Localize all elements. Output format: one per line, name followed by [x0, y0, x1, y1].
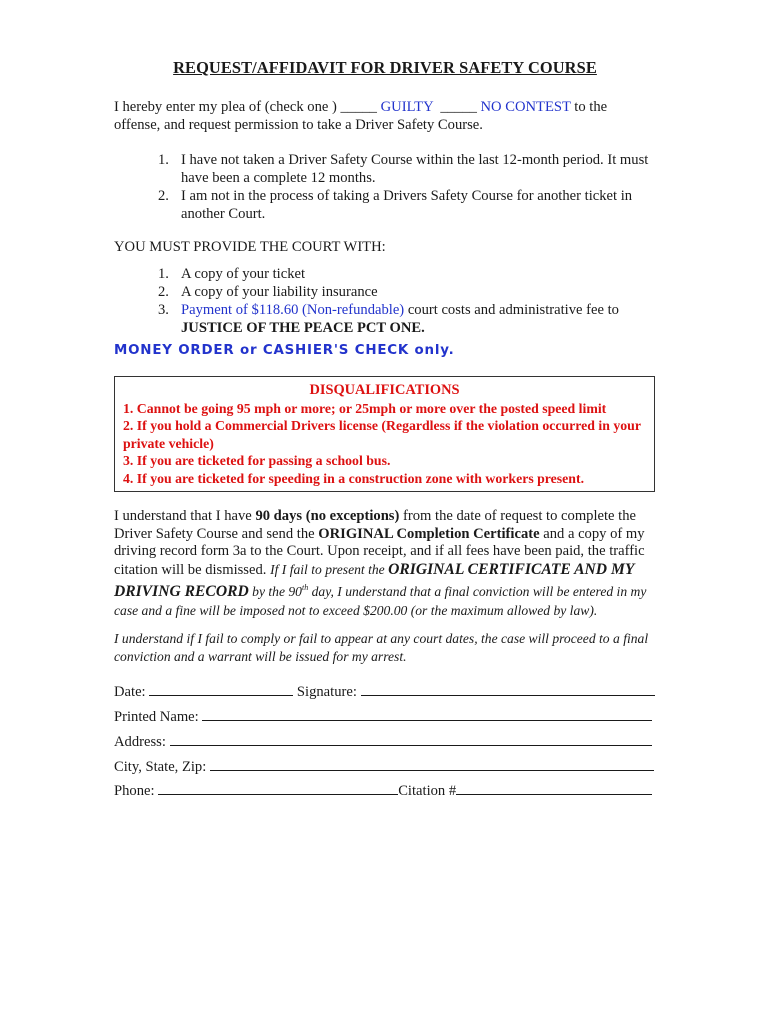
plea-guilty-option[interactable]: GUILTY: [380, 99, 434, 115]
date-label: Date:: [114, 684, 146, 700]
printed-name-label: Printed Name:: [114, 709, 199, 725]
plea-line2: offense, and request permission to take a Driver Safety Course.: [114, 117, 483, 133]
disqualification-item: 4. If you are ticketed for speeding in a construction zone with workers present.: [123, 470, 585, 486]
provide-number: 2.: [158, 284, 169, 300]
condition-item: [144, 151, 659, 187]
payment-method-note: MONEY ORDER or CASHIER'S CHECK only.: [114, 343, 455, 358]
certificate-text: ORIGINAL Completion Certificate: [318, 525, 540, 542]
page-title: REQUEST/AFFIDAVIT FOR DRIVER SAFETY COURSE: [173, 58, 597, 77]
condition-item: [144, 187, 659, 223]
provide-item: [144, 283, 659, 301]
provide-item: [144, 265, 659, 283]
address-label: Address:: [114, 734, 166, 750]
original-certificate-text: ORIGINAL CERTIFICATE AND MY DRIVING RECORD: [114, 560, 634, 601]
disqualifications-list: [123, 400, 649, 487]
provide-number: 3.: [158, 302, 169, 318]
citation-label: Citation #: [398, 783, 457, 799]
provide-item: [144, 301, 659, 337]
must-provide-list: [144, 265, 659, 337]
provide-text: A copy of your liability insurance: [181, 284, 378, 300]
payment-amount: Payment of $118.60 (Non-refundable): [181, 302, 405, 318]
signature-field[interactable]: [361, 681, 655, 696]
date-field[interactable]: [149, 681, 293, 696]
deadline-text: 90 days (no exceptions): [255, 508, 400, 524]
understand-text: from the date of request to complete the Driver Safety Course and send the: [114, 508, 637, 542]
warning-paragraph: I understand if I fail to comply or fail to appear at any court dates, the case will proceed to a final conviction and a warrant will be issued for my arrest.: [114, 631, 649, 664]
city-state-zip-label: City, State, Zip:: [114, 759, 207, 775]
ordinal-suffix: th: [301, 583, 309, 593]
phone-label: Phone:: [114, 783, 155, 799]
plea-text-mid: _____: [433, 99, 481, 115]
provide-text: A copy of your ticket: [181, 266, 306, 282]
understand-italic: day, I understand that a final conviction will be entered in my case and a fine will be imposed not to exceed $200.00 (or the maximum allowed by law).: [114, 584, 647, 618]
address-row: [114, 731, 652, 751]
address-field[interactable]: [170, 731, 652, 746]
plea-text-post: to the: [570, 99, 608, 115]
conditions-list: [144, 151, 659, 223]
date-signature-row: [114, 681, 655, 701]
printed-name-row: [114, 706, 652, 726]
plea-paragraph: [114, 98, 659, 134]
citation-field[interactable]: [456, 780, 652, 795]
understand-text: I understand that I have: [114, 508, 256, 524]
provide-number: 1.: [158, 266, 169, 282]
city-state-zip-field[interactable]: [210, 756, 654, 771]
understand-text: and a copy of my driving record form 3a to the Court. Upon receipt, and if all fees have been paid, the traffic citation will be dismissed.: [114, 525, 645, 578]
printed-name-field[interactable]: [202, 706, 652, 721]
phone-citation-row: [114, 780, 652, 800]
plea-text-pre: I hereby enter my plea of (check one ) _____: [114, 99, 381, 115]
condition-text: I am not in the process of taking a Drivers Safety Course for another ticket in another Court.: [181, 188, 633, 222]
understand-italic: If I fail to present the: [270, 561, 389, 577]
disqualification-item: 2. If you hold a Commercial Drivers license (Regardless if the violation occurred in your private vehicle): [123, 418, 641, 451]
phone-field[interactable]: [158, 780, 398, 795]
signature-label: Signature:: [296, 684, 357, 700]
disqualification-item: 1. Cannot be going 95 mph or more; or 25mph or more over the posted speed limit: [123, 401, 607, 416]
condition-number: 2.: [158, 188, 169, 204]
disqualifications-box: [114, 376, 655, 492]
disqualifications-title: DISQUALIFICATIONS: [309, 382, 460, 398]
must-provide-heading: YOU MUST PROVIDE THE COURT WITH:: [114, 239, 386, 255]
disqualification-item: 3. If you are ticketed for passing a school bus.: [123, 453, 391, 469]
condition-text: I have not taken a Driver Safety Course within the last 12-month period. It must have been a complete 12 months.: [181, 152, 649, 186]
city-state-zip-row: [114, 756, 654, 776]
payee-name: JUSTICE OF THE PEACE PCT ONE.: [181, 320, 425, 336]
plea-no-contest-option[interactable]: NO CONTEST: [480, 99, 571, 115]
condition-number: 1.: [158, 152, 169, 168]
understand-italic: by the 90: [248, 584, 302, 600]
provide-text: court costs and administrative fee to: [404, 302, 619, 318]
understanding-paragraph: [114, 508, 662, 620]
